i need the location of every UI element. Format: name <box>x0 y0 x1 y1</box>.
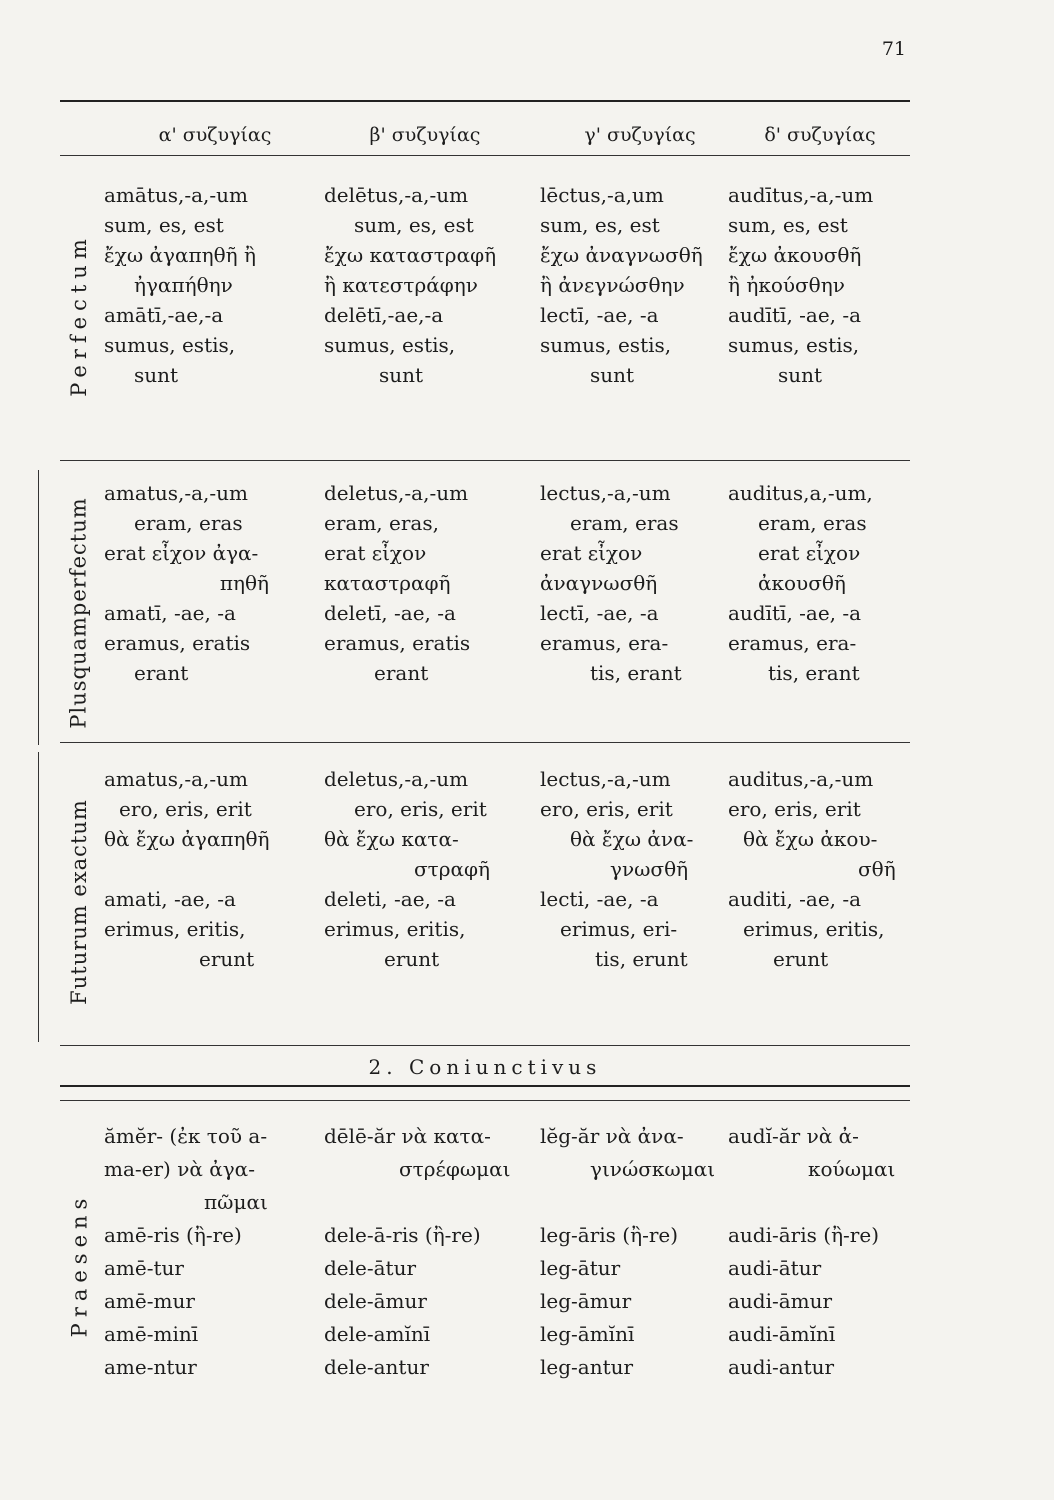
form-line: πῶμαι <box>204 1190 268 1214</box>
form-line: erat εἶχον ἀγα- <box>104 541 259 565</box>
column-fourth <box>728 180 913 390</box>
form-line: erat εἶχον <box>324 541 427 565</box>
form-line <box>324 1186 539 1219</box>
column-third <box>540 764 740 974</box>
section-perfectum <box>60 180 910 450</box>
form-line: eram, eras <box>758 511 867 535</box>
form-line: sumus, estis, <box>728 333 860 357</box>
subtitle-rule <box>60 1085 910 1087</box>
form-line: γινώσκωμαι <box>590 1157 716 1181</box>
column-first <box>104 478 314 688</box>
section-futurum-exactum <box>60 764 910 1039</box>
form-line: audi-āris (ἢ-re) <box>728 1223 880 1247</box>
form-line: erimus, eritis, <box>743 917 885 941</box>
form-line: deleti, -ae, -a <box>324 887 456 911</box>
form-line: lĕg-ăr νὰ ἀνα- <box>540 1124 684 1148</box>
column-second <box>324 764 539 974</box>
form-line: ἀκουσθῆ <box>758 571 846 595</box>
form-line: dele-antur <box>324 1355 429 1379</box>
column-fourth <box>728 478 913 688</box>
form-line: ἔχω ἀκουσθῆ <box>728 243 862 267</box>
form-line: ero, eris, erit <box>354 797 487 821</box>
column-fourth <box>728 1120 913 1384</box>
form-line: ἔχω ἀγαπηθῆ ἢ <box>104 243 256 267</box>
form-line: delētī,-ae,-a <box>324 303 444 327</box>
header-fourth-conjugation: δ' συζυγίας <box>764 124 876 146</box>
form-line: ame-ntur <box>104 1355 197 1379</box>
form-line: leg-antur <box>540 1355 634 1379</box>
form-line: lectus,-a,-um <box>540 481 671 505</box>
form-line: erunt <box>773 947 829 971</box>
form-line: ἔχω καταστραφῆ <box>324 243 497 267</box>
form-line: στρέφωμαι <box>399 1157 511 1181</box>
form-line: ἠγαπήθην <box>134 273 233 297</box>
form-line: ma-er) νὰ ἀγα- <box>104 1157 255 1181</box>
header-first-conjugation: α' συζυγίας <box>158 124 272 146</box>
form-line: amē-tur <box>104 1256 184 1280</box>
form-line: dele-āmur <box>324 1289 427 1313</box>
form-line: tis, erunt <box>595 947 688 971</box>
form-line: erimus, eritis, <box>324 917 466 941</box>
form-line: tis, erant <box>768 661 860 685</box>
form-line: θὰ ἔχω ἀκου- <box>743 827 878 851</box>
form-line: sunt <box>778 363 823 387</box>
top-rule <box>60 100 910 102</box>
form-line: erunt <box>199 947 255 971</box>
column-first <box>104 1120 314 1384</box>
form-line: leg-āris (ἢ-re) <box>540 1223 679 1247</box>
form-line: amē-ris (ἢ-re) <box>104 1223 242 1247</box>
form-line: audi-āmur <box>728 1289 833 1313</box>
form-line: καταστραφῆ <box>324 571 451 595</box>
form-line: auditus,-a,-um <box>728 767 874 791</box>
form-line: θὰ ἔχω ἀνα- <box>570 827 694 851</box>
form-line: sunt <box>134 363 179 387</box>
form-line: κούωμαι <box>808 1157 896 1181</box>
form-line: sum, es, est <box>354 213 474 237</box>
form-line: ero, eris, erit <box>119 797 252 821</box>
form-line: erant <box>374 661 429 685</box>
form-line: dele-ā-ris (ἢ-re) <box>324 1223 481 1247</box>
form-line: amē-minī <box>104 1322 199 1346</box>
form-line: amē-mur <box>104 1289 195 1313</box>
section-label: Perfectum <box>67 233 91 397</box>
form-line: audi-antur <box>728 1355 835 1379</box>
column-headers <box>60 120 910 152</box>
form-line: eramus, era- <box>540 631 669 655</box>
form-line: sumus, estis, <box>540 333 672 357</box>
form-line: audi-āmĭnī <box>728 1322 836 1346</box>
form-line: sumus, estis, <box>324 333 456 357</box>
form-line: lectī, -ae, -a <box>540 601 659 625</box>
form-line: erat εἶχον <box>540 541 643 565</box>
form-line: dēlē-ăr νὰ κατα- <box>324 1124 491 1148</box>
form-line: ἢ ἀνεγνώσθην <box>540 273 685 297</box>
subtitle-rule-lower <box>60 1100 910 1101</box>
column-second <box>324 1120 539 1384</box>
form-line: sum, es, est <box>540 213 660 237</box>
form-line: leg-āmĭnī <box>540 1322 635 1346</box>
form-line: ἢ κατεστράφην <box>324 273 478 297</box>
form-line: θὰ ἔχω ἀγαπηθῆ <box>104 827 270 851</box>
form-line: eram, eras <box>570 511 679 535</box>
form-line: auditi, -ae, -a <box>728 887 862 911</box>
section-praesens <box>60 1120 910 1410</box>
form-line: erimus, eritis, <box>104 917 246 941</box>
form-line: erat εἶχον <box>758 541 861 565</box>
form-line: σθῆ <box>858 857 896 881</box>
form-line: lectī, -ae, -a <box>540 303 659 327</box>
form-line: leg-āmur <box>540 1289 632 1313</box>
form-line: auditus,a,-um, <box>728 481 873 505</box>
form-line: amatī, -ae, -a <box>104 601 236 625</box>
header-rule <box>60 155 910 156</box>
form-line: γνωσθῆ <box>610 857 689 881</box>
form-line: eramus, eratis <box>324 631 471 655</box>
section-divider <box>38 470 39 745</box>
form-line: sunt <box>590 363 635 387</box>
form-line: tis, erant <box>590 661 682 685</box>
section-divider <box>38 752 39 1042</box>
form-line: audītī, -ae, -a <box>728 601 862 625</box>
form-line: ἀναγνωσθῆ <box>540 571 658 595</box>
form-line: sunt <box>379 363 424 387</box>
form-line: audĭ-ăr νὰ ἀ- <box>728 1124 859 1148</box>
form-line: leg-ātur <box>540 1256 621 1280</box>
form-line: lēctus,-a,um <box>540 183 664 207</box>
form-line: eramus, era- <box>728 631 857 655</box>
form-line: lecti, -ae, -a <box>540 887 659 911</box>
form-line: deletus,-a,-um <box>324 767 469 791</box>
form-line: sumus, estis, <box>104 333 236 357</box>
form-line: erimus, eri- <box>560 917 678 941</box>
section-plusquamperfectum <box>60 478 910 748</box>
form-line: amatus,-a,-um <box>104 481 248 505</box>
form-line <box>104 854 314 884</box>
form-line: audītus,-a,-um <box>728 183 874 207</box>
mood-title: 2. Coniunctivus <box>368 1055 602 1079</box>
form-line: sum, es, est <box>728 213 848 237</box>
form-line: sum, es, est <box>104 213 224 237</box>
header-second-conjugation: β' συζυγίας <box>369 124 481 146</box>
form-line: eram, eras, <box>324 511 439 535</box>
form-line: lectus,-a,-um <box>540 767 671 791</box>
section-label: Futurum exactum <box>67 798 92 1005</box>
form-line: audītī, -ae, -a <box>728 303 862 327</box>
column-first <box>104 764 314 974</box>
form-line: erunt <box>384 947 440 971</box>
section-rule <box>60 1045 910 1046</box>
column-third <box>540 180 740 390</box>
form-line <box>728 1186 913 1219</box>
form-line: deletus,-a,-um <box>324 481 469 505</box>
form-line: audi-ātur <box>728 1256 822 1280</box>
form-line: amati, -ae, -a <box>104 887 236 911</box>
form-line: amātī,-ae,-a <box>104 303 224 327</box>
form-line: ἔχω ἀναγνωσθῆ <box>540 243 703 267</box>
form-line: amatus,-a,-um <box>104 767 248 791</box>
form-line: ἢ ἠκούσθην <box>728 273 845 297</box>
column-second <box>324 180 539 390</box>
column-third <box>540 478 740 688</box>
form-line: erant <box>134 661 189 685</box>
section-label: Plusquamperfectum <box>67 497 92 729</box>
form-line: ero, eris, erit <box>540 797 673 821</box>
form-line: dele-ātur <box>324 1256 417 1280</box>
form-line: ero, eris, erit <box>728 797 861 821</box>
form-line: dele-amĭnī <box>324 1322 431 1346</box>
column-first <box>104 180 314 390</box>
form-line: amātus,-a,-um <box>104 183 248 207</box>
header-third-conjugation: γ' συζυγίας <box>584 124 696 146</box>
form-line: στραφῆ <box>414 857 490 881</box>
form-line: delētus,-a,-um <box>324 183 469 207</box>
column-second <box>324 478 539 688</box>
section-label: Praesens <box>67 1192 91 1338</box>
form-line: eram, eras <box>134 511 243 535</box>
form-line: deletī, -ae, -a <box>324 601 456 625</box>
section-rule <box>60 742 910 743</box>
form-line: ămĕr- (ἐκ τοῦ a- <box>104 1124 268 1148</box>
form-line: πηθῆ <box>219 571 269 595</box>
form-line: eramus, eratis <box>104 631 251 655</box>
column-fourth <box>728 764 913 974</box>
form-line: θὰ ἔχω κατα- <box>324 827 459 851</box>
section-rule <box>60 460 910 461</box>
page-number: 71 <box>881 38 906 60</box>
form-line <box>540 1186 740 1219</box>
column-third <box>540 1120 740 1384</box>
